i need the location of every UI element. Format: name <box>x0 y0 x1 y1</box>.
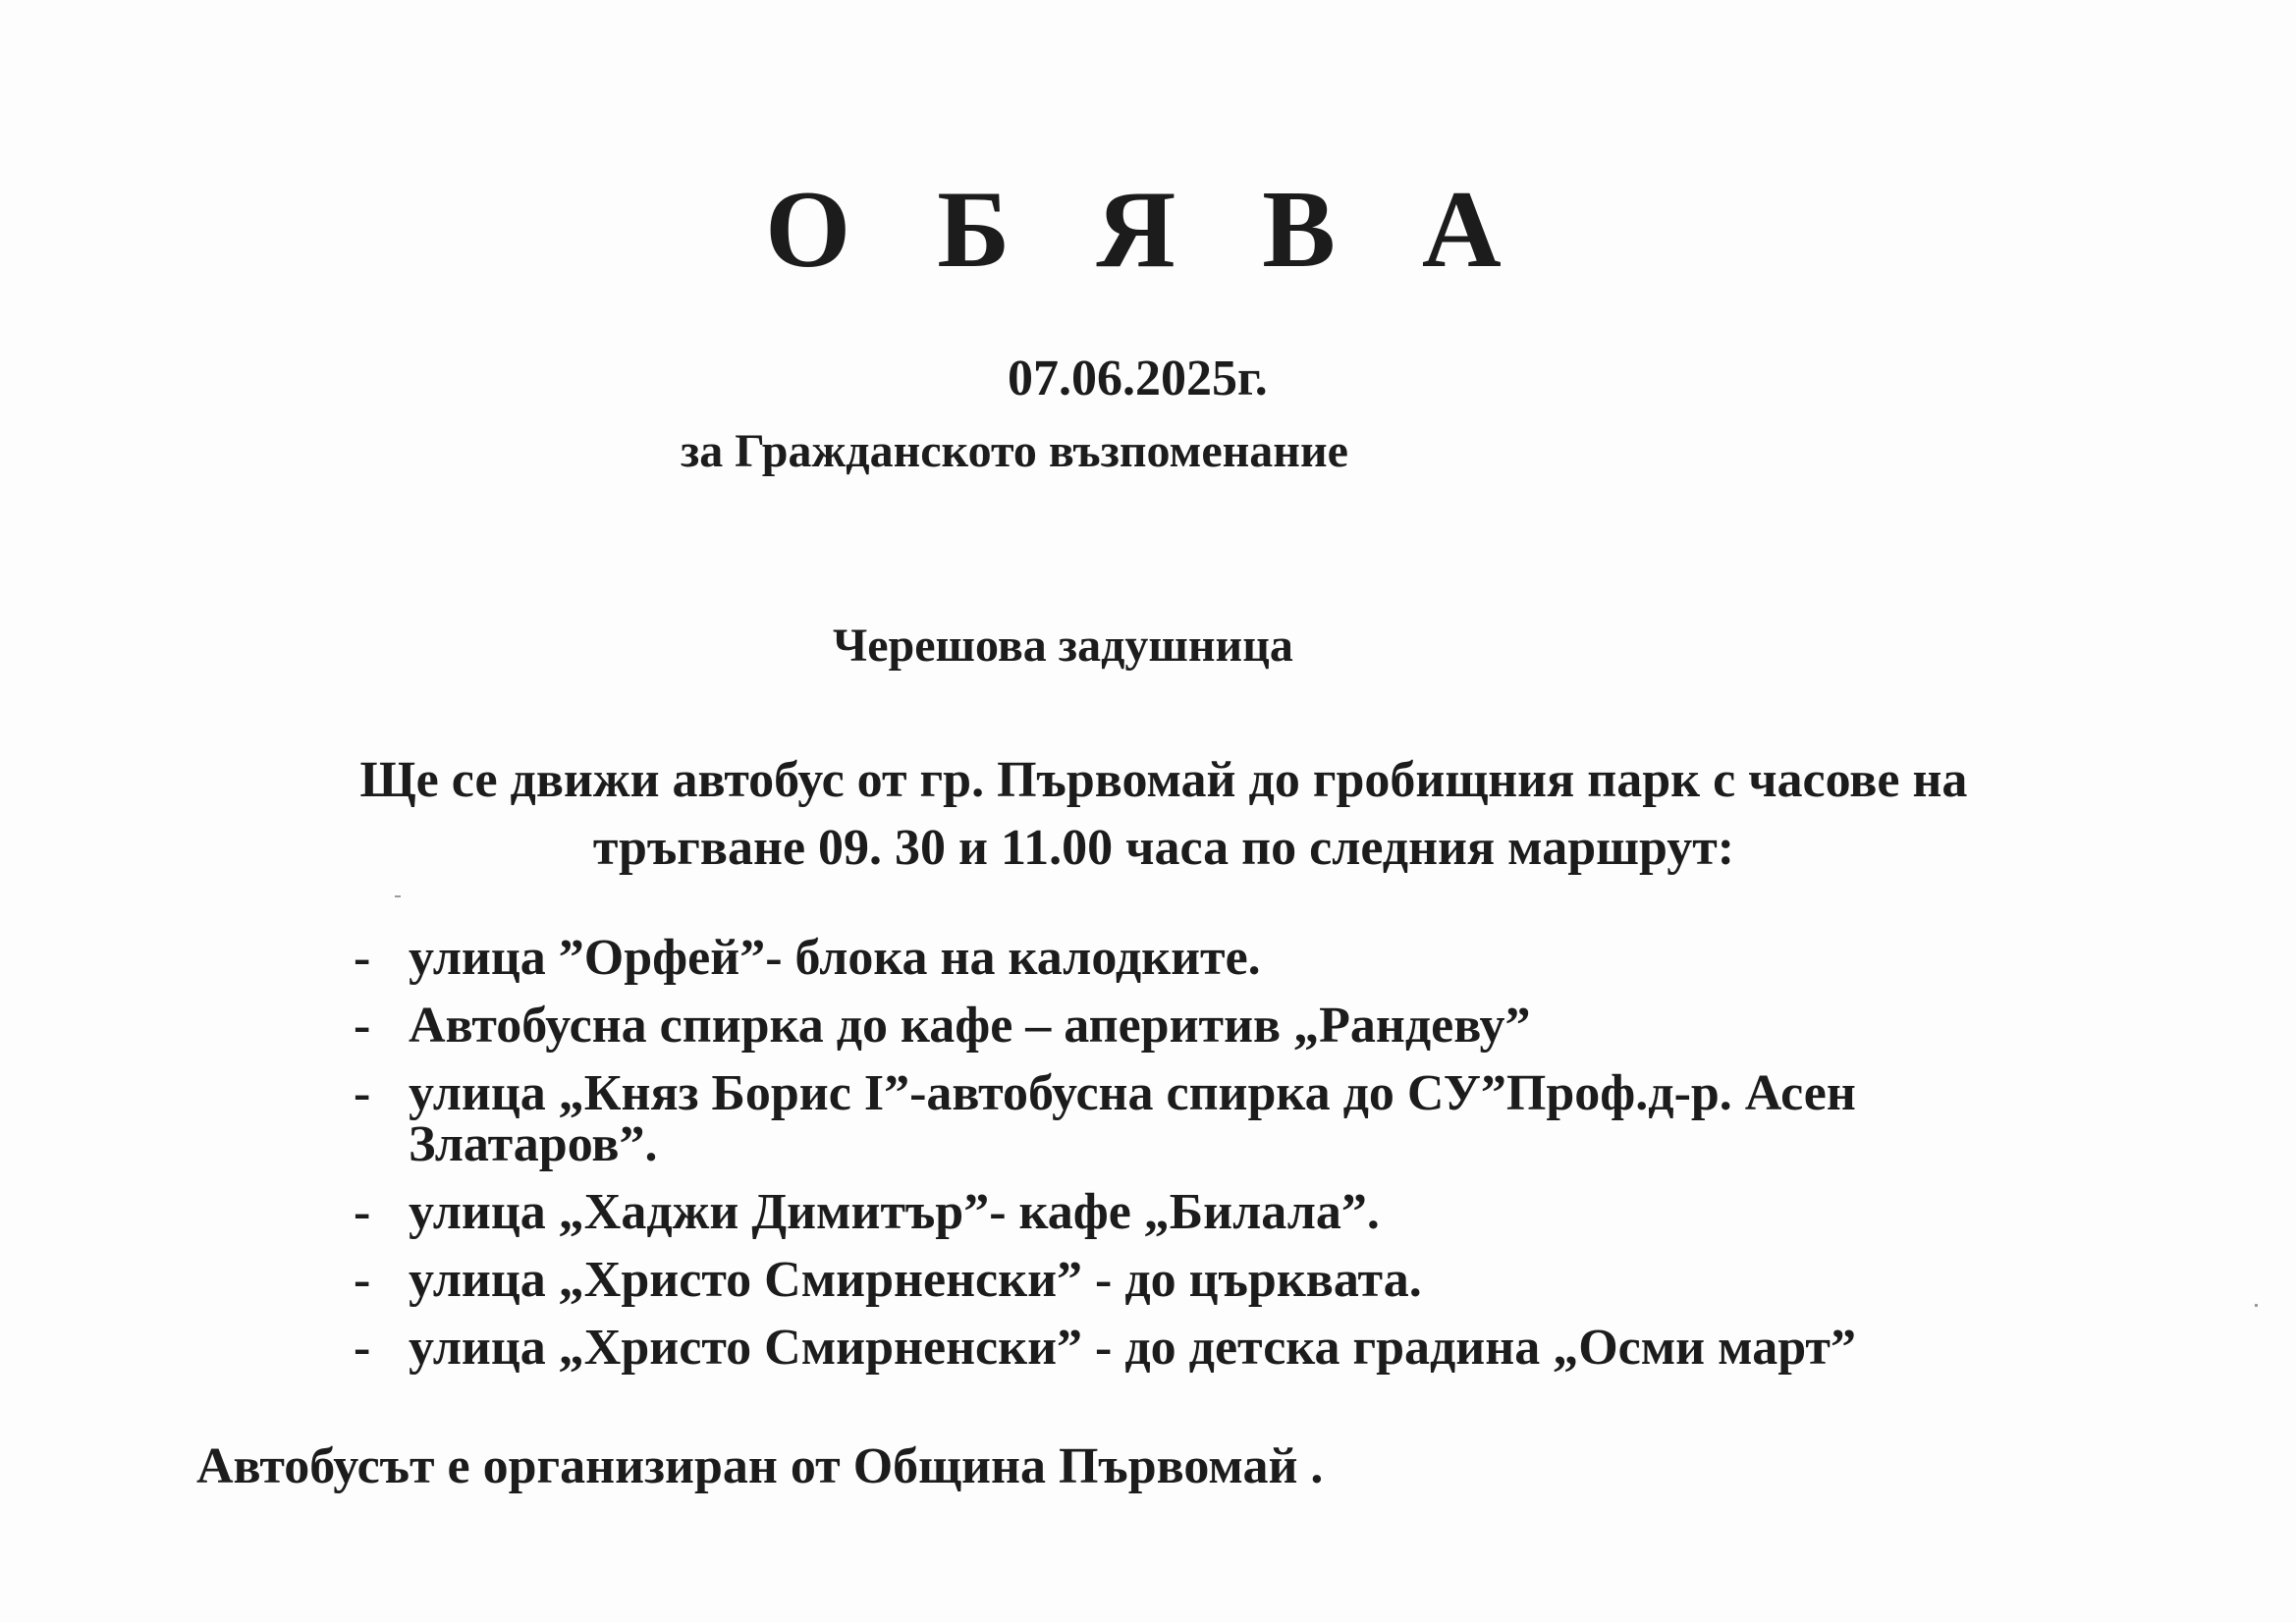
route-item-dash: - <box>354 1252 371 1308</box>
route-item-text: улица ”Орфей”- блока на калодките. <box>409 930 1261 986</box>
route-item-dash: - <box>354 1065 371 1121</box>
notice-date: 07.06.2025г. <box>1008 351 1268 406</box>
route-item-dash: - <box>354 930 371 986</box>
notice-title: О Б Я В А <box>765 169 1531 291</box>
route-item-text: улица „Христо Смирненски” - до църквата. <box>409 1252 1422 1308</box>
route-item <box>354 930 2058 986</box>
route-list <box>354 930 2058 1390</box>
route-item <box>354 1320 2058 1376</box>
route-item <box>354 998 2058 1054</box>
route-item <box>354 1184 2058 1240</box>
route-item-text: Автобусна спирка до кафе – аперитив „Рандеву” <box>409 998 1531 1054</box>
route-item-dash: - <box>354 1320 371 1376</box>
notice-footer: Автобусът е организиран от Община Първомай . <box>196 1438 1324 1494</box>
route-item-text: улица „Христо Смирненски” - до детска градина „Осми март” <box>409 1320 1856 1376</box>
route-item-text: улица „Хаджи Димитър”- кафе „Билала”. <box>409 1184 1380 1240</box>
notice-intro: Ще се движи автобус от гр. Първомай до гробищния парк с часове на тръгване 09. 30 и 11.00 часа по следния маршрут: <box>359 752 1968 876</box>
scan-speck <box>2255 1304 2258 1307</box>
notice-subtitle: за Гражданското възпоменание <box>681 425 1348 477</box>
scan-speck <box>395 895 401 897</box>
notice-occasion: Черешова задушница <box>833 620 1293 672</box>
route-item-dash: - <box>354 1184 371 1240</box>
route-item <box>354 1065 2058 1172</box>
route-item-text: улица „Княз Борис I”-автобусна спирка до СУ”Проф.д-р. Асен Златаров”. <box>409 1065 1856 1172</box>
route-item <box>354 1252 2058 1308</box>
route-item-dash: - <box>354 998 371 1054</box>
